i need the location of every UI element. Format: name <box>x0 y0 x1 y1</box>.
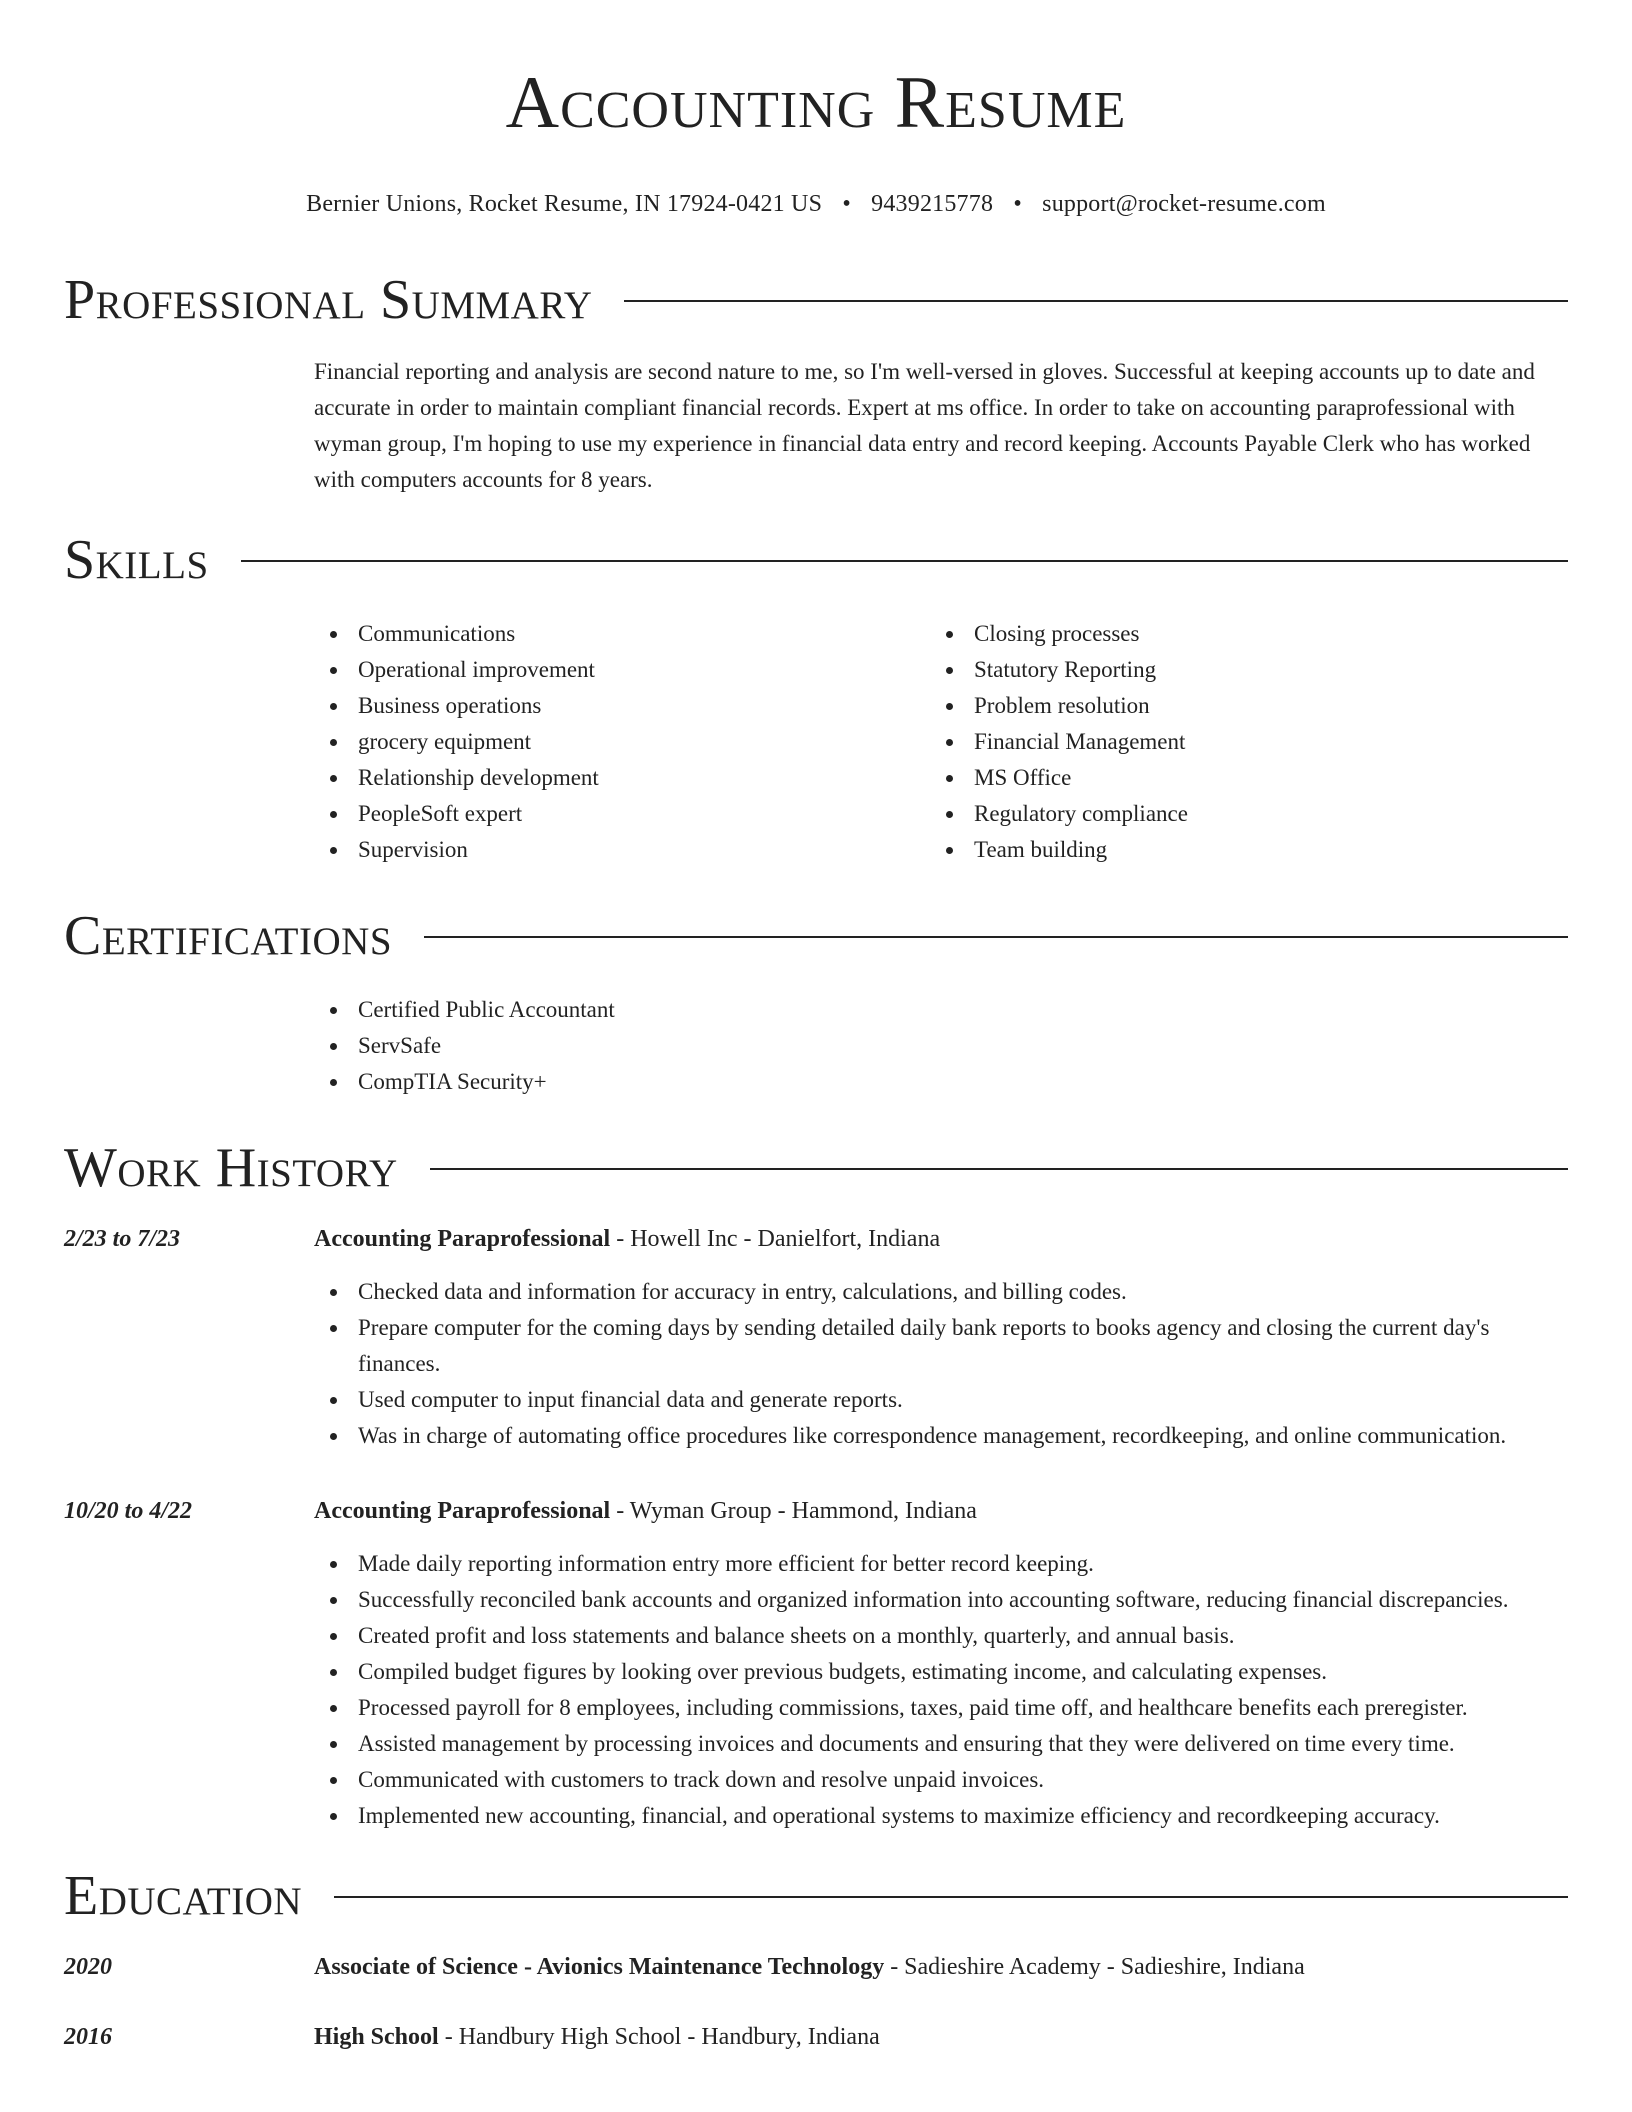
section-divider <box>334 1896 1568 1898</box>
education-school: - Handbury High School - Handbury, Indiana <box>438 2024 880 2050</box>
skill-item: Problem resolution <box>930 688 1546 724</box>
job-content <box>314 1222 1568 1454</box>
education-line <box>314 2020 1568 2054</box>
job-employer: - Wyman Group - Hammond, Indiana <box>610 1498 977 1524</box>
section-header-education <box>64 1864 1568 1928</box>
job-bullets <box>314 1274 1568 1454</box>
section-title: Skills <box>64 529 209 591</box>
job-title-line <box>314 1222 1568 1256</box>
section-title: Professional Summary <box>64 269 593 331</box>
job-bullet: Communicated with customers to track down and resolve unpaid invoices. <box>314 1762 1568 1798</box>
education-school: - Sadieshire Academy - Sadieshire, Indiana <box>884 1954 1305 1980</box>
job-title: Accounting Paraprofessional <box>314 1498 611 1524</box>
job-bullet: Used computer to input financial data and generate reports. <box>314 1382 1568 1418</box>
job-bullet: Prepare computer for the coming days by sending detailed daily bank reports to books agency and closing the current day's finances. <box>314 1310 1568 1382</box>
skills-list <box>314 616 1568 868</box>
job-bullets <box>314 1546 1568 1834</box>
summary-text: Financial reporting and analysis are second nature to me, so I'm well-versed in gloves. Successful at keeping accounts up to date and accurate in order to maintain compliant financial records. Expert at ms office. In order to take on accounting paraprofessional with wyman group, I'm hoping to use my experience in financial data entry and record keeping. Accounts Payable Clerk who has worked with computers accounts for 8 years. <box>314 359 1535 492</box>
skill-item: Communications <box>314 616 930 652</box>
certification-item: ServSafe <box>314 1028 1568 1064</box>
job-bullet: Implemented new accounting, financial, and operational systems to maximize efficiency and recordkeeping accuracy. <box>314 1798 1568 1834</box>
job-content <box>314 1494 1568 1834</box>
contact-separator: • <box>1013 191 1022 217</box>
education-content <box>314 2020 1568 2054</box>
contact-line <box>64 188 1568 220</box>
job-bullet: Made daily reporting information entry more efficient for better record keeping. <box>314 1546 1568 1582</box>
education-year: 2016 <box>64 2024 112 2050</box>
job-bullet: Checked data and information for accuracy in entry, calculations, and billing codes. <box>314 1274 1568 1310</box>
contact-separator: • <box>842 191 851 217</box>
skill-item: Supervision <box>314 832 930 868</box>
job-bullet: Assisted management by processing invoices and documents and ensuring that they were delivered on time every time. <box>314 1726 1568 1762</box>
job-employer: - Howell Inc - Danielfort, Indiana <box>610 1226 941 1252</box>
section-header-work-history <box>64 1136 1568 1200</box>
section-title: Work History <box>64 1137 398 1199</box>
certification-item: Certified Public Accountant <box>314 992 1568 1028</box>
skill-item: Financial Management <box>930 724 1546 760</box>
contact-email: support@rocket-resume.com <box>1042 191 1326 217</box>
education-degree: Associate of Science - Avionics Maintenance Technology <box>314 1954 885 1980</box>
skills-column-left <box>314 616 930 868</box>
education-content <box>314 1950 1568 1984</box>
job-bullet: Processed payroll for 8 employees, including commissions, taxes, paid time off, and healthcare benefits each preregister. <box>314 1690 1568 1726</box>
education-degree: High School <box>314 2024 439 2050</box>
skill-item: MS Office <box>930 760 1546 796</box>
job-bullet: Was in charge of automating office procedures like correspondence management, recordkeeping, and online communication. <box>314 1418 1568 1454</box>
section-title: Education <box>64 1865 303 1927</box>
skills-column-right <box>930 616 1546 868</box>
skill-item: grocery equipment <box>314 724 930 760</box>
education-entry <box>64 2020 1568 2054</box>
skill-item: PeopleSoft expert <box>314 796 930 832</box>
job-entry <box>64 1494 1568 1834</box>
education-line <box>314 1950 1568 1984</box>
skill-item: Closing processes <box>930 616 1546 652</box>
job-dates: 10/20 to 4/22 <box>64 1498 193 1524</box>
resume-page <box>64 0 1568 2054</box>
section-divider <box>424 936 1568 938</box>
job-title-line <box>314 1494 1568 1528</box>
section-divider <box>624 300 1568 302</box>
skill-item: Operational improvement <box>314 652 930 688</box>
job-bullet: Compiled budget figures by looking over previous budgets, estimating income, and calculating expenses. <box>314 1654 1568 1690</box>
job-dates: 2/23 to 7/23 <box>64 1226 181 1252</box>
job-bullet: Created profit and loss statements and balance sheets on a monthly, quarterly, and annual basis. <box>314 1618 1568 1654</box>
skill-item: Relationship development <box>314 760 930 796</box>
section-title: Certifications <box>64 905 393 967</box>
section-header-certifications <box>64 904 1568 968</box>
section-divider <box>430 1168 1568 1170</box>
section-header-skills <box>64 528 1568 592</box>
skill-item: Team building <box>930 832 1546 868</box>
certification-item: CompTIA Security+ <box>314 1064 1568 1100</box>
contact-address: Bernier Unions, Rocket Resume, IN 17924-0421 US <box>306 191 823 217</box>
contact-phone: 9439215778 <box>871 191 994 217</box>
resume-name: Accounting Resume <box>505 62 1127 144</box>
section-header-summary <box>64 268 1568 332</box>
job-entry <box>64 1222 1568 1454</box>
education-entry <box>64 1950 1568 1984</box>
education-year: 2020 <box>64 1954 112 1980</box>
job-bullet: Successfully reconciled bank accounts and organized information into accounting software, reducing financial discrepancies. <box>314 1582 1568 1618</box>
skill-item: Regulatory compliance <box>930 796 1546 832</box>
job-title: Accounting Paraprofessional <box>314 1226 611 1252</box>
section-divider <box>241 560 1568 562</box>
skill-item: Statutory Reporting <box>930 652 1546 688</box>
skill-item: Business operations <box>314 688 930 724</box>
certifications-list <box>314 992 1568 1100</box>
